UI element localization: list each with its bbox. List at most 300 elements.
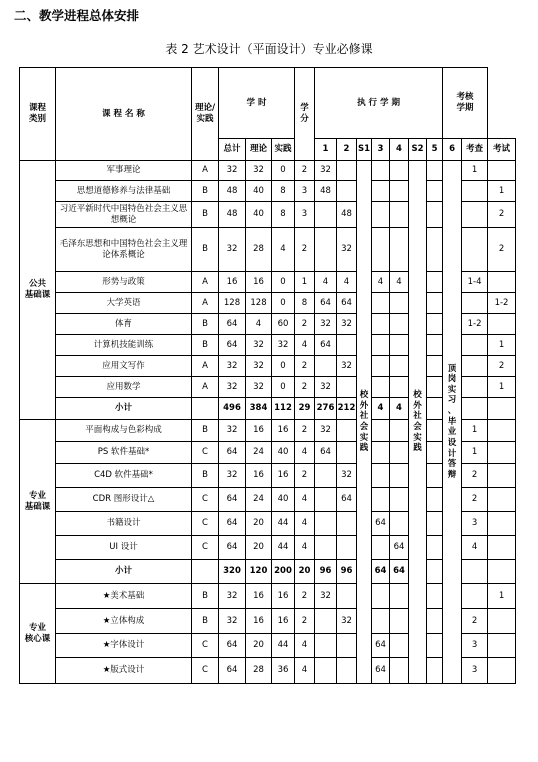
subtotal-theory: 384 — [246, 398, 272, 420]
course-type: C — [192, 658, 219, 684]
subtotal-label: 小计 — [56, 560, 192, 584]
course-type: B — [192, 335, 219, 356]
assessment-exam — [462, 356, 488, 377]
sem-1-hours: 64 — [315, 442, 337, 464]
subtotal-sem-3: 64 — [372, 560, 390, 584]
hours-practice: 44 — [272, 512, 295, 536]
assessment-exam: 1-2 — [462, 314, 488, 335]
subtotal-total: 320 — [219, 560, 246, 584]
hours-total: 32 — [219, 584, 246, 609]
sem-5-hours — [427, 584, 443, 609]
subtotal-exam — [462, 560, 488, 584]
assessment-exam — [462, 377, 488, 398]
credits: 2 — [295, 377, 315, 398]
assessment-exam: 3 — [462, 512, 488, 536]
credits: 2 — [295, 609, 315, 634]
course-type: C — [192, 536, 219, 560]
sem-3-hours — [372, 464, 390, 488]
course-name: 军事理论 — [56, 161, 192, 181]
credits: 4 — [295, 536, 315, 560]
hours-total: 64 — [219, 512, 246, 536]
credits: 3 — [295, 202, 315, 228]
sem-5-hours — [427, 536, 443, 560]
hours-practice: 36 — [272, 658, 295, 684]
hours-total: 64 — [219, 634, 246, 658]
assessment-exam: 2 — [462, 609, 488, 634]
header-assessment: 考核 学期 — [443, 68, 488, 139]
header-sem-2: 2 — [337, 139, 357, 161]
sem-4-hours — [390, 356, 409, 377]
header-test: 考试 — [488, 139, 516, 161]
course-name: 应用数学 — [56, 377, 192, 398]
table-row — [20, 228, 516, 272]
credits: 2 — [295, 161, 315, 181]
subtotal-practice: 200 — [272, 560, 295, 584]
header-credits: 学 分 — [295, 68, 315, 161]
assessment-test — [488, 488, 516, 512]
course-type: B — [192, 314, 219, 335]
hours-theory: 20 — [246, 634, 272, 658]
hours-practice: 4 — [272, 228, 295, 272]
sem-2-hours: 48 — [337, 202, 357, 228]
sem-1-hours — [315, 609, 337, 634]
assessment-exam: 4 — [462, 536, 488, 560]
table-row — [20, 634, 516, 658]
subtotal-sem-1: 276 — [315, 398, 337, 420]
sem-4-hours — [390, 181, 409, 202]
hours-total: 16 — [219, 272, 246, 293]
header-sem-5: 5 — [427, 139, 443, 161]
hours-total: 64 — [219, 658, 246, 684]
course-name: 平面构成与色彩构成 — [56, 420, 192, 442]
header-course-name: 课 程 名 称 — [56, 68, 192, 161]
sem-3-hours — [372, 609, 390, 634]
credits: 4 — [295, 634, 315, 658]
table-row — [20, 293, 516, 314]
hours-practice: 0 — [272, 272, 295, 293]
hours-practice: 60 — [272, 314, 295, 335]
credits: 2 — [295, 314, 315, 335]
course-name: ★立体构成 — [56, 609, 192, 634]
table-row — [20, 356, 516, 377]
sem-3-hours — [372, 293, 390, 314]
course-type: C — [192, 512, 219, 536]
sem-3-hours: 64 — [372, 658, 390, 684]
credits: 2 — [295, 356, 315, 377]
sem-4-hours — [390, 202, 409, 228]
table-row — [20, 488, 516, 512]
sem-4-hours — [390, 293, 409, 314]
table-row — [20, 442, 516, 464]
sem-3-hours: 64 — [372, 634, 390, 658]
course-type: B — [192, 584, 219, 609]
table-row — [20, 181, 516, 202]
hours-theory: 128 — [246, 293, 272, 314]
sem-S2-note: 校 外 社 会 实 践 — [409, 161, 427, 684]
subtotal-practice: 112 — [272, 398, 295, 420]
hours-total: 64 — [219, 536, 246, 560]
assessment-test — [488, 536, 516, 560]
sem-S1-note: 校 外 社 会 实 践 — [357, 161, 372, 684]
sem-3-hours: 64 — [372, 512, 390, 536]
table-caption: 表 2 艺术设计（平面设计）专业必修课 — [165, 42, 373, 56]
sem-2-hours — [337, 634, 357, 658]
hours-theory: 24 — [246, 488, 272, 512]
sem-2-hours — [337, 536, 357, 560]
assessment-test — [488, 512, 516, 536]
table-row — [20, 609, 516, 634]
sem-1-hours: 64 — [315, 335, 337, 356]
assessment-exam: 1 — [462, 161, 488, 181]
hours-total: 64 — [219, 314, 246, 335]
hours-theory: 32 — [246, 335, 272, 356]
table-row — [20, 161, 516, 181]
hours-theory: 28 — [246, 228, 272, 272]
sem-2-hours — [337, 161, 357, 181]
hours-total: 64 — [219, 442, 246, 464]
sem-5-hours — [427, 377, 443, 398]
header-category: 课程 类别 — [20, 68, 56, 161]
hours-practice: 44 — [272, 536, 295, 560]
assessment-test — [488, 161, 516, 181]
hours-total: 32 — [219, 464, 246, 488]
assessment-exam: 3 — [462, 634, 488, 658]
course-type: B — [192, 202, 219, 228]
header-theory-practice: 理论/ 实践 — [192, 68, 219, 161]
subtotal-sem-1: 96 — [315, 560, 337, 584]
sem-1-hours: 32 — [315, 584, 337, 609]
subtotal-row — [20, 398, 516, 420]
hours-theory: 32 — [246, 161, 272, 181]
sem-4-hours — [390, 314, 409, 335]
subtotal-type — [192, 560, 219, 584]
sem-4-hours — [390, 161, 409, 181]
subtotal-test — [488, 398, 516, 420]
sem-4-hours — [390, 442, 409, 464]
hours-theory: 24 — [246, 442, 272, 464]
hours-theory: 20 — [246, 512, 272, 536]
table-row — [20, 658, 516, 684]
credits: 2 — [295, 420, 315, 442]
assessment-test: 1-2 — [488, 293, 516, 314]
hours-theory: 20 — [246, 536, 272, 560]
sem-2-hours: 64 — [337, 488, 357, 512]
sem-4-hours — [390, 634, 409, 658]
subtotal-sem-2: 212 — [337, 398, 357, 420]
sem-5-hours — [427, 314, 443, 335]
sem-1-hours: 48 — [315, 181, 337, 202]
sem-4-hours — [390, 464, 409, 488]
sem-4-hours — [390, 377, 409, 398]
sem-3-hours — [372, 442, 390, 464]
subtotal-sem-5 — [427, 560, 443, 584]
sem-5-hours — [427, 202, 443, 228]
header-sem-6: 6 — [443, 139, 462, 161]
hours-practice: 0 — [272, 377, 295, 398]
course-name: 毛泽东思想和中国特色社会主义理论体系概论 — [56, 228, 192, 272]
assessment-exam — [462, 181, 488, 202]
sem-5-hours — [427, 634, 443, 658]
assessment-exam: 2 — [462, 464, 488, 488]
course-type: A — [192, 272, 219, 293]
hours-practice: 0 — [272, 293, 295, 314]
sem-1-hours — [315, 356, 337, 377]
hours-practice: 16 — [272, 609, 295, 634]
sem-5-hours — [427, 161, 443, 181]
sem-2-hours — [337, 512, 357, 536]
header-theory: 理论 — [246, 139, 272, 161]
sem-2-hours — [337, 335, 357, 356]
assessment-test — [488, 442, 516, 464]
sem-5-hours — [427, 272, 443, 293]
sem-3-hours — [372, 377, 390, 398]
sem-5-hours — [427, 293, 443, 314]
course-schedule-table — [19, 67, 516, 684]
sem-3-hours — [372, 314, 390, 335]
hours-theory: 40 — [246, 202, 272, 228]
sem-1-hours: 32 — [315, 420, 337, 442]
sem-2-hours: 32 — [337, 228, 357, 272]
course-type: B — [192, 420, 219, 442]
sem-2-hours: 32 — [337, 356, 357, 377]
assessment-test: 1 — [488, 377, 516, 398]
assessment-test — [488, 314, 516, 335]
sem-1-hours — [315, 634, 337, 658]
hours-total: 64 — [219, 488, 246, 512]
sem-5-hours — [427, 609, 443, 634]
sem-1-hours: 64 — [315, 293, 337, 314]
hours-practice: 16 — [272, 584, 295, 609]
sem-4-hours — [390, 512, 409, 536]
hours-practice: 40 — [272, 488, 295, 512]
course-name: CDR 图形设计△ — [56, 488, 192, 512]
header-total: 总计 — [219, 139, 246, 161]
course-type: B — [192, 464, 219, 488]
subtotal-sem-5 — [427, 398, 443, 420]
assessment-test — [488, 634, 516, 658]
subtotal-theory: 120 — [246, 560, 272, 584]
hours-total: 32 — [219, 161, 246, 181]
assessment-exam: 1-4 — [462, 272, 488, 293]
hours-total: 32 — [219, 228, 246, 272]
course-name: PS 软件基础* — [56, 442, 192, 464]
course-name: 形势与政策 — [56, 272, 192, 293]
subtotal-sem-4: 64 — [390, 560, 409, 584]
course-type: C — [192, 634, 219, 658]
sem-2-hours — [337, 377, 357, 398]
table-row — [20, 272, 516, 293]
hours-practice: 8 — [272, 202, 295, 228]
hours-practice: 16 — [272, 464, 295, 488]
sem-4-hours — [390, 609, 409, 634]
sem-3-hours — [372, 228, 390, 272]
sem-5-hours — [427, 335, 443, 356]
hours-theory: 4 — [246, 314, 272, 335]
sem-4-hours: 4 — [390, 272, 409, 293]
table-row — [20, 536, 516, 560]
assessment-exam — [462, 584, 488, 609]
hours-practice: 0 — [272, 161, 295, 181]
hours-theory: 16 — [246, 609, 272, 634]
hours-practice: 0 — [272, 356, 295, 377]
sem-3-hours — [372, 335, 390, 356]
course-type: A — [192, 161, 219, 181]
sem-1-hours: 4 — [315, 272, 337, 293]
assessment-test — [488, 420, 516, 442]
header-practice: 实践 — [272, 139, 295, 161]
section-heading: 二、教学进程总体安排 — [14, 8, 140, 23]
course-name: UI 设计 — [56, 536, 192, 560]
assessment-test — [488, 464, 516, 488]
course-name: 应用文写作 — [56, 356, 192, 377]
sem-4-hours — [390, 658, 409, 684]
sem-2-hours — [337, 584, 357, 609]
hours-practice: 16 — [272, 420, 295, 442]
sem-2-hours: 4 — [337, 272, 357, 293]
assessment-test — [488, 609, 516, 634]
header-sem-1: 1 — [315, 139, 337, 161]
assessment-exam — [462, 335, 488, 356]
sem-1-hours: 32 — [315, 314, 337, 335]
header-sem-4: 4 — [390, 139, 409, 161]
assessment-test: 2 — [488, 228, 516, 272]
sem-1-hours — [315, 512, 337, 536]
sem-3-hours — [372, 181, 390, 202]
assessment-exam: 2 — [462, 488, 488, 512]
sem-4-hours — [390, 420, 409, 442]
sem-1-hours: 32 — [315, 161, 337, 181]
sem-3-hours — [372, 536, 390, 560]
course-type: A — [192, 356, 219, 377]
sem-2-hours: 32 — [337, 314, 357, 335]
hours-total: 48 — [219, 181, 246, 202]
hours-practice: 32 — [272, 335, 295, 356]
course-type: B — [192, 228, 219, 272]
table-row — [20, 377, 516, 398]
category-cell: 专业 基础课 — [20, 420, 56, 584]
sem-3-hours — [372, 488, 390, 512]
subtotal-label: 小计 — [56, 398, 192, 420]
credits: 4 — [295, 335, 315, 356]
assessment-exam: 1 — [462, 442, 488, 464]
subtotal-credits: 20 — [295, 560, 315, 584]
hours-total: 32 — [219, 356, 246, 377]
sem-1-hours — [315, 202, 337, 228]
subtotal-credits: 29 — [295, 398, 315, 420]
course-name: ★字体设计 — [56, 634, 192, 658]
header-semesters: 执 行 学 期 — [315, 68, 443, 139]
assessment-exam — [462, 228, 488, 272]
hours-practice: 8 — [272, 181, 295, 202]
sem-5-hours — [427, 512, 443, 536]
sem-4-hours: 64 — [390, 536, 409, 560]
course-name: 计算机技能训练 — [56, 335, 192, 356]
course-name: 体育 — [56, 314, 192, 335]
sem-5-hours — [427, 356, 443, 377]
credits: 4 — [295, 658, 315, 684]
credits: 1 — [295, 272, 315, 293]
assessment-test — [488, 272, 516, 293]
hours-theory: 16 — [246, 584, 272, 609]
credits: 4 — [295, 442, 315, 464]
table-row — [20, 464, 516, 488]
assessment-test: 1 — [488, 181, 516, 202]
credits: 2 — [295, 464, 315, 488]
course-type: C — [192, 488, 219, 512]
sem-1-hours — [315, 228, 337, 272]
credits: 2 — [295, 228, 315, 272]
sem-2-hours — [337, 181, 357, 202]
table-row — [20, 512, 516, 536]
sem-5-hours — [427, 420, 443, 442]
subtotal-row — [20, 560, 516, 584]
sem-2-hours — [337, 442, 357, 464]
sem-1-hours — [315, 536, 337, 560]
sem-1-hours: 32 — [315, 377, 337, 398]
assessment-test: 1 — [488, 584, 516, 609]
hours-theory: 28 — [246, 658, 272, 684]
credits: 8 — [295, 293, 315, 314]
sem-1-hours — [315, 464, 337, 488]
sem-2-hours: 64 — [337, 293, 357, 314]
course-name: ★版式设计 — [56, 658, 192, 684]
hours-total: 128 — [219, 293, 246, 314]
sem-3-hours: 4 — [372, 272, 390, 293]
hours-practice: 40 — [272, 442, 295, 464]
sem-5-hours — [427, 442, 443, 464]
sem-2-hours — [337, 420, 357, 442]
sem-3-hours — [372, 161, 390, 181]
sem-5-hours — [427, 181, 443, 202]
subtotal-exam — [462, 398, 488, 420]
credits: 2 — [295, 584, 315, 609]
hours-theory: 16 — [246, 464, 272, 488]
sem-6-note: 顶 岗 实 习 、 毕 业 设 计 答 辩 — [443, 161, 462, 684]
assessment-test: 2 — [488, 356, 516, 377]
course-type: B — [192, 181, 219, 202]
course-name: 思想道德修养与法律基础 — [56, 181, 192, 202]
sem-5-hours — [427, 658, 443, 684]
subtotal-test — [488, 560, 516, 584]
header-exam: 考查 — [462, 139, 488, 161]
assessment-test: 1 — [488, 335, 516, 356]
course-name: 书籍设计 — [56, 512, 192, 536]
header-hours: 学 时 — [219, 68, 295, 139]
subtotal-sem-4: 4 — [390, 398, 409, 420]
header-sem-3: 3 — [372, 139, 390, 161]
hours-theory: 16 — [246, 420, 272, 442]
subtotal-sem-2: 96 — [337, 560, 357, 584]
sem-1-hours — [315, 658, 337, 684]
sem-1-hours — [315, 488, 337, 512]
hours-theory: 32 — [246, 377, 272, 398]
hours-total: 64 — [219, 335, 246, 356]
table-row — [20, 314, 516, 335]
hours-practice: 44 — [272, 634, 295, 658]
course-name: ★美术基础 — [56, 584, 192, 609]
assessment-test: 2 — [488, 202, 516, 228]
sem-5-hours — [427, 228, 443, 272]
sem-2-hours — [337, 658, 357, 684]
table-row — [20, 584, 516, 609]
hours-theory: 16 — [246, 272, 272, 293]
hours-total: 32 — [219, 377, 246, 398]
course-type: A — [192, 293, 219, 314]
assessment-exam: 1 — [462, 420, 488, 442]
hours-total: 32 — [219, 609, 246, 634]
sem-4-hours — [390, 335, 409, 356]
subtotal-total: 496 — [219, 398, 246, 420]
